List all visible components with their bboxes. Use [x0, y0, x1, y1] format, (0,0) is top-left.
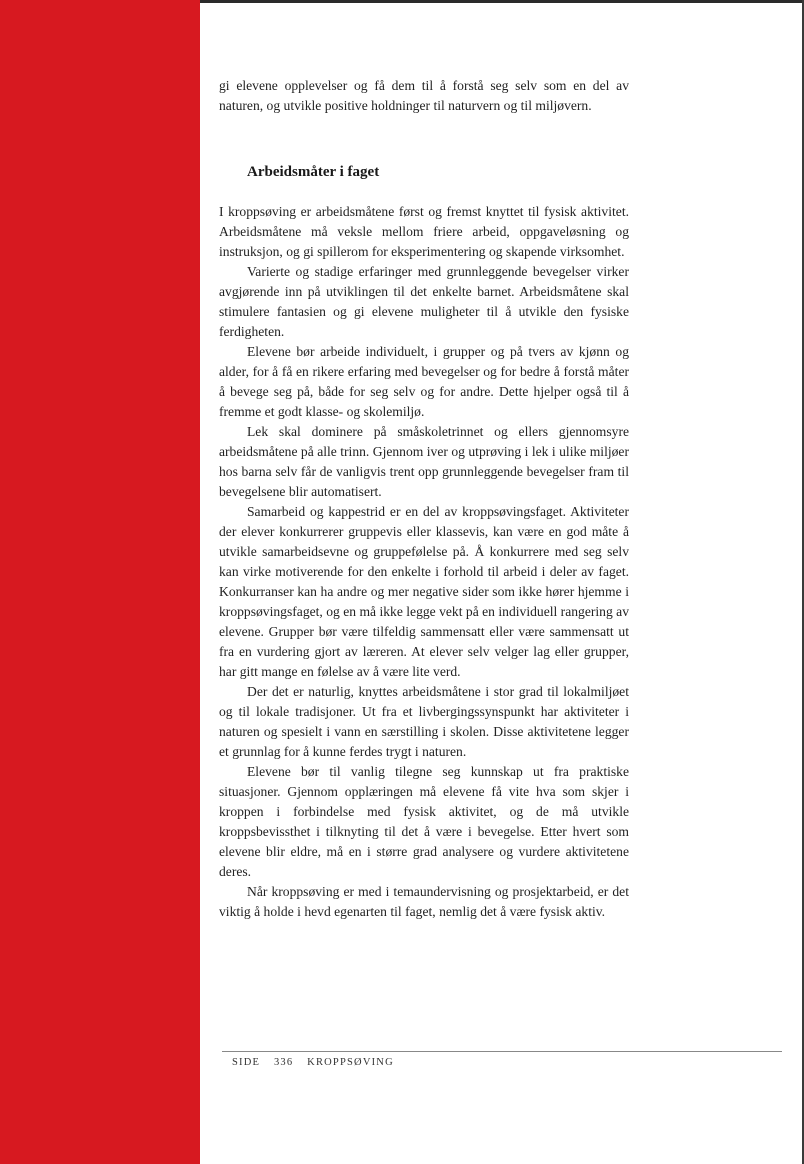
footer-rule [222, 1051, 782, 1052]
top-edge-line [200, 0, 804, 3]
body-paragraph: Samarbeid og kappestrid er en del av kroppsøvingsfaget. Aktiviteter der elever konkurrerer gruppevis eller klassevis, kan være en god måte å utvikle samarbeidsevne og gruppefølelse på. Å konkurrere med seg selv kan virke motiverende for den enkelte i forhold til arbeid i deler av faget. Konkurranser kan ha andre og mer negative sider som ikke hører hjemme i kroppsøvingsfaget, og en må ikke legge vekt på en individuell rangering av elevene. Grupper bør være tilfeldig sammensatt eller være sammensatt ut fra en vurdering gjort av læreren. At elever selv velger lag eller grupper, har gitt mange en følelse av å være lite verd. [219, 504, 629, 679]
footer-label: SIDE [232, 1057, 261, 1068]
red-side-band [0, 0, 200, 1164]
body-paragraph: Elevene bør arbeide individuelt, i grupper og på tvers av kjønn og alder, for å få en rikere erfaring med bevegelser og for bedre å forstå måter å bevege seg på, både for seg selv og for andre. Dette hjelper også til å fremme et godt klasse- og skolemiljø. [219, 344, 629, 419]
body-paragraph: Der det er naturlig, knyttes arbeidsmåtene i stor grad til lokalmiljøet og til lokale tradisjoner. Ut fra et livbergingssynspunkt har aktiviteter i naturen og spesielt i vann en særstilling i skolen. Disse aktivitetene legger et grunnlag for å kunne ferdes trygt i naturen. [219, 684, 629, 759]
footer-page-number: 336 [273, 1057, 294, 1068]
footer-subject: KROPPSØVING [307, 1057, 394, 1068]
body-paragraph: Varierte og stadige erfaringer med grunnleggende bevegelser virker avgjørende inn på utviklingen til det enkelte barnet. Arbeidsmåtene skal stimulere fantasien og gi elevene muligheter til å utvikle den fysiske ferdigheten. [219, 264, 629, 339]
section-heading: Arbeidsmåter i faget [247, 164, 380, 180]
body-paragraph: I kroppsøving er arbeidsmåtene først og fremst knyttet til fysisk aktivitet. Arbeidsmåtene må veksle mellom friere arbeid, oppgaveløsning og instruksjon, og gi spillerom for eksperimentering og skapende virksomhet. [219, 204, 629, 259]
body-paragraph: Elevene bør til vanlig tilegne seg kunnskap ut fra praktiske situasjoner. Gjennom opplæringen må elevene få vite hva som skjer i kroppen i forbindelse med fysisk aktivitet, og de må utvikle kroppsbevissthet i tilknyting til det å være i bevegelse. Etter hvert som elevene blir eldre, må en i større grad analysere og vurdere aktivitetene deres. [219, 764, 629, 879]
page-footer [232, 1057, 404, 1068]
body-paragraph: Lek skal dominere på småskoletrinnet og ellers gjennomsyre arbeidsmåtene på alle trinn. Gjennom iver og utprøving i lek i ulike miljøer hos barna selv får de vanligvis trent opp grunnleggende bevegelser fram til bevegelsene blir automatisert. [219, 424, 629, 499]
intro-paragraph: gi elevene opplevelser og få dem til å forstå seg selv som en del av naturen, og utvikle positive holdninger til naturvern og til miljøvern. [219, 78, 629, 113]
page-content [219, 76, 629, 922]
body-paragraph: Når kroppsøving er med i temaundervisning og prosjektarbeid, er det viktig å holde i hevd egenarten til faget, nemlig det å være fysisk aktiv. [219, 884, 629, 919]
